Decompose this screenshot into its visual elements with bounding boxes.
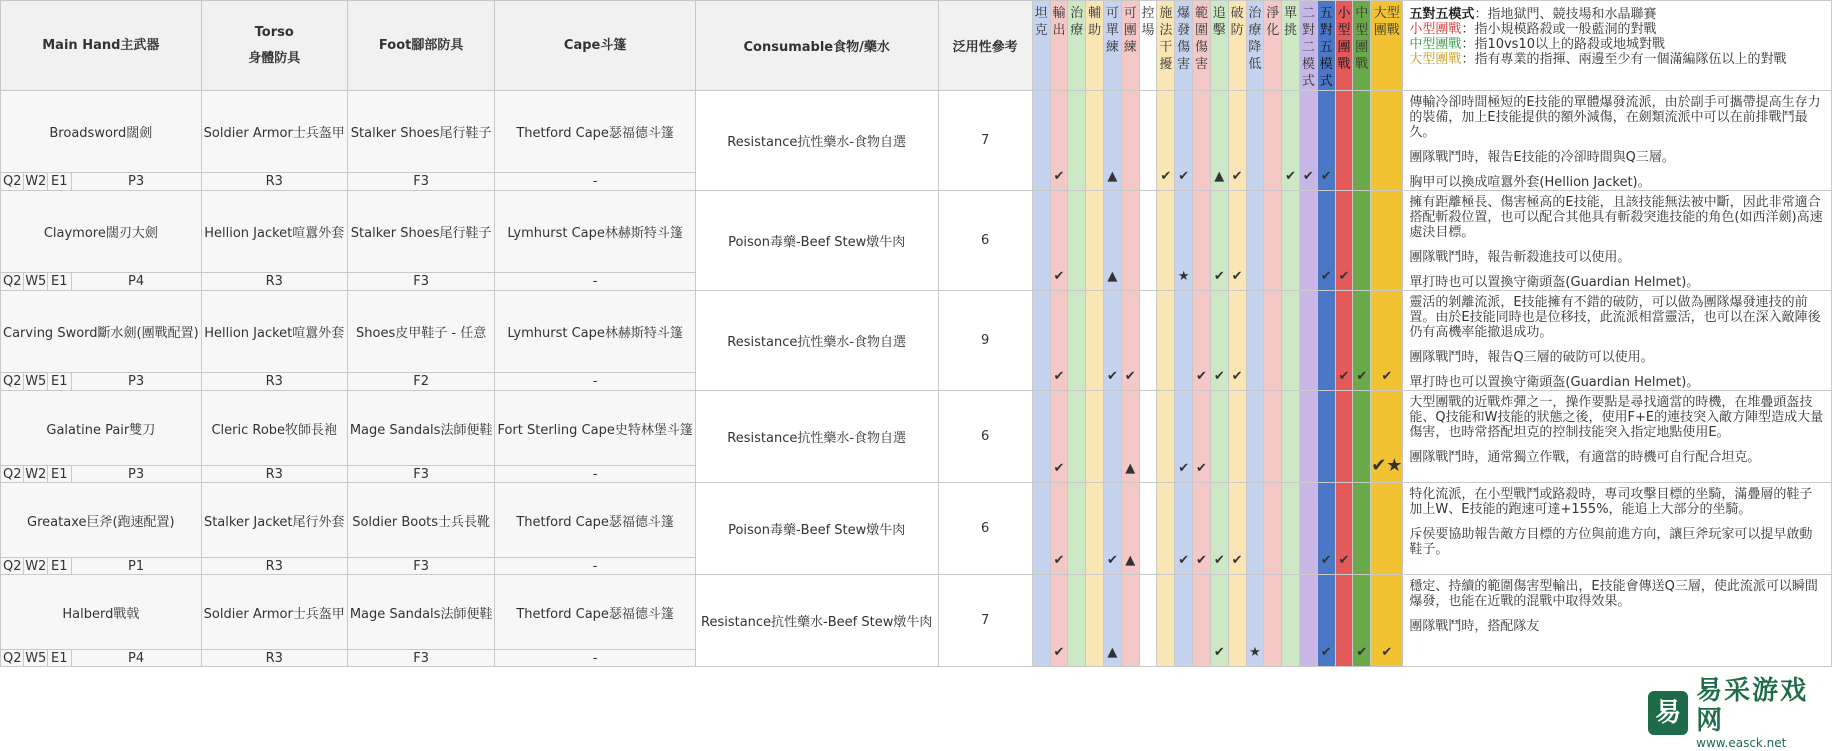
- foot-cell[interactable]: Mage Sandals法師便鞋: [347, 391, 495, 466]
- role-mark-13: [1264, 391, 1282, 483]
- role-mark-17: ✔: [1335, 291, 1353, 391]
- note-paragraph: 團隊戰鬥時，報告E技能的冷卻時間與Q三層。: [1409, 150, 1675, 165]
- role-mark-3: [1086, 575, 1104, 667]
- role-mark-12: [1246, 191, 1264, 291]
- note-paragraph: 胸甲可以換成喧囂外套(Hellion Jacket)。: [1409, 175, 1651, 190]
- role-mark-15: [1299, 575, 1317, 667]
- role-mark-7: [1157, 483, 1175, 575]
- role-mark-1: ✔: [1050, 191, 1068, 291]
- mode-note-3: [1409, 52, 1825, 67]
- role-mark-11: [1228, 575, 1246, 667]
- skill-code-q: Q2: [1, 650, 24, 667]
- role-mark-16: ✔: [1317, 91, 1335, 191]
- role-mark-4: ▲: [1104, 575, 1122, 667]
- header-role-1: 輸出: [1050, 1, 1068, 91]
- consumable-cell[interactable]: Resistance抗性藥水-Beef Stew燉牛肉: [695, 575, 938, 667]
- header-role-10: 追擊: [1210, 1, 1228, 91]
- consumable-cell[interactable]: Poison毒藥-Beef Stew燉牛肉: [695, 191, 938, 291]
- header-consumable: Consumable食物/藥水: [695, 1, 938, 91]
- cape-cell[interactable]: Thetford Cape瑟福德斗篷: [495, 483, 695, 558]
- role-mark-13: [1264, 575, 1282, 667]
- cape-code: -: [495, 272, 695, 290]
- watermark: [1638, 676, 1824, 750]
- header-role-5: 可團練: [1121, 1, 1139, 91]
- skill-code-e: E1: [48, 272, 71, 290]
- header-row: [1, 1, 1832, 91]
- header-role-0: 坦克: [1032, 1, 1050, 91]
- role-mark-18: [1353, 391, 1371, 483]
- role-mark-6: [1139, 483, 1157, 575]
- role-mark-5: ▲: [1121, 391, 1139, 483]
- role-mark-5: [1121, 91, 1139, 191]
- role-mark-7: ✔: [1157, 91, 1175, 191]
- foot-cell[interactable]: Soldier Boots士兵長靴: [347, 483, 495, 558]
- torso-cell[interactable]: Hellion Jacket喧囂外套: [201, 191, 347, 273]
- role-mark-8: [1175, 291, 1193, 391]
- role-mark-9: ✔: [1193, 391, 1211, 483]
- note-paragraph: 大型團戰的近戰炸彈之一，操作要點是尋找適當的時機，在堆疊頭盔技能、Q技能和W技能的狀態之後，使用F+E的連技突入敵方陣型造成大量傷害，也時常搭配坦克的控制技能突入指定地點使用E。: [1409, 395, 1824, 440]
- role-mark-12: ★: [1246, 575, 1264, 667]
- role-mark-5: [1121, 575, 1139, 667]
- cape-cell[interactable]: Lymhurst Cape林赫斯特斗篷: [495, 191, 695, 273]
- header-role-6: 控場: [1139, 1, 1157, 91]
- note-paragraph: 團隊戰鬥時，搭配隊友: [1409, 619, 1540, 634]
- role-mark-5: ▲: [1121, 483, 1139, 575]
- skill-code-w: W2: [25, 466, 47, 482]
- role-mark-11: ✔: [1228, 483, 1246, 575]
- role-mark-13: [1264, 291, 1282, 391]
- role-mark-4: ▲: [1104, 91, 1122, 191]
- role-mark-7: [1157, 575, 1175, 667]
- notes-cell: [1403, 575, 1832, 667]
- role-mark-19: ✔★: [1371, 391, 1403, 483]
- watermark-logo-icon: 易: [1648, 691, 1688, 735]
- note-paragraph: 團隊戰鬥時，通常獨立作戰，有適當的時機可自行配合坦克。: [1409, 450, 1761, 465]
- main-hand-cell[interactable]: Halberd戰戟: [1, 575, 202, 650]
- notes-cell: [1403, 391, 1832, 483]
- cape-cell[interactable]: Lymhurst Cape林赫斯特斗篷: [495, 291, 695, 373]
- role-mark-2: [1068, 575, 1086, 667]
- role-mark-6: [1139, 191, 1157, 291]
- consumable-cell[interactable]: Resistance抗性藥水-食物自選: [695, 291, 938, 391]
- header-role-9: 範圍傷害: [1193, 1, 1211, 91]
- role-mark-0: [1032, 91, 1050, 191]
- role-mark-12: [1246, 391, 1264, 483]
- torso-cell[interactable]: Cleric Robe牧師長袍: [201, 391, 347, 466]
- score-cell: 9: [938, 291, 1032, 391]
- role-mark-5: [1121, 191, 1139, 291]
- cape-code: -: [495, 466, 695, 483]
- note-paragraph: 單打時也可以置換守衛頭盔(Guardian Helmet)。: [1409, 375, 1700, 390]
- mode-note-1: [1409, 22, 1825, 37]
- skill-code-p: P3: [71, 466, 201, 483]
- role-mark-1: ✔: [1050, 291, 1068, 391]
- table-row: [1, 483, 1832, 558]
- foot-cell[interactable]: Mage Sandals法師便鞋: [347, 575, 495, 650]
- header-role-11: 破防: [1228, 1, 1246, 91]
- role-mark-10: [1210, 391, 1228, 483]
- table-row: [1, 391, 1832, 466]
- role-mark-3: [1086, 91, 1104, 191]
- role-mark-11: ✔: [1228, 91, 1246, 191]
- header-role-19: 大型團戰: [1371, 1, 1403, 91]
- score-cell: 7: [938, 575, 1032, 667]
- role-mark-7: [1157, 191, 1175, 291]
- skill-code-e: E1: [48, 466, 71, 483]
- role-mark-18: [1353, 91, 1371, 191]
- role-mark-9: [1193, 91, 1211, 191]
- note-paragraph: 團隊戰鬥時，報告Q三層的破防可以使用。: [1409, 350, 1654, 365]
- role-mark-14: [1282, 483, 1300, 575]
- role-mark-19: [1371, 91, 1403, 191]
- role-mark-18: [1353, 191, 1371, 291]
- mode-note-label: 小型團戰: [1409, 22, 1462, 37]
- torso-code: R3: [201, 650, 347, 667]
- role-mark-3: [1086, 191, 1104, 291]
- role-mark-2: [1068, 483, 1086, 575]
- torso-cell[interactable]: Hellion Jacket喧囂外套: [201, 291, 347, 373]
- notes-cell: [1403, 91, 1832, 191]
- role-mark-16: [1317, 391, 1335, 483]
- role-mark-15: [1299, 191, 1317, 291]
- mode-note-text: ：指10vs10以上的路殺或地城對戰: [1461, 37, 1665, 52]
- skill-code-e: E1: [48, 650, 71, 667]
- role-mark-18: ✔: [1353, 291, 1371, 391]
- note-paragraph: 穩定、持續的範圍傷害型輸出，E技能會傳送Q三層，使此流派可以瞬間爆發，也能在近戰的混戰中取得效果。: [1409, 579, 1818, 609]
- main-hand-cell[interactable]: Greataxe巨斧(跑速配置): [1, 483, 202, 558]
- role-mark-19: [1371, 483, 1403, 575]
- mode-note-label: 大型團戰: [1409, 52, 1462, 67]
- role-mark-4: [1104, 391, 1122, 483]
- torso-cell[interactable]: Stalker Jacket尾行外套: [201, 483, 347, 558]
- note-paragraph: 特化流派，在小型戰鬥或路殺時，專司攻擊目標的坐騎，滿疊層的鞋子加上W、E技能的跑速可達+155%，能追上大部分的坐騎。: [1409, 487, 1813, 517]
- score-cell: 7: [938, 91, 1032, 191]
- note-paragraph: 團隊戰鬥時，報告斬殺進技可以使用。: [1409, 250, 1631, 265]
- role-mark-15: [1299, 391, 1317, 483]
- header-role-12: 治療降低: [1246, 1, 1264, 91]
- skill-code-w: W2: [25, 558, 47, 574]
- role-mark-7: [1157, 291, 1175, 391]
- skill-code-w: W5: [25, 273, 47, 289]
- consumable-cell[interactable]: Poison毒藥-Beef Stew燉牛肉: [695, 483, 938, 575]
- torso-code: R3: [201, 272, 347, 290]
- role-mark-0: [1032, 391, 1050, 483]
- role-mark-3: [1086, 391, 1104, 483]
- note-paragraph: 單打時也可以置換守衛頭盔(Guardian Helmet)。: [1409, 275, 1700, 290]
- role-mark-17: [1335, 391, 1353, 483]
- role-mark-10: ✔: [1210, 291, 1228, 391]
- role-mark-0: [1032, 291, 1050, 391]
- mode-note-0: [1409, 7, 1825, 22]
- torso-cell[interactable]: Soldier Armor士兵盔甲: [201, 575, 347, 650]
- role-mark-8: ✔: [1175, 483, 1193, 575]
- main-hand-cell[interactable]: Broadsword闊劍: [1, 91, 202, 173]
- role-mark-6: [1139, 291, 1157, 391]
- consumable-cell[interactable]: Resistance抗性藥水-食物自選: [695, 91, 938, 191]
- header-role-7: 施法干擾: [1157, 1, 1175, 91]
- header-role-4: 可單練: [1104, 1, 1122, 91]
- table-row: [1, 291, 1832, 373]
- header-cape: Cape斗篷: [495, 1, 695, 91]
- role-mark-16: ✔: [1317, 191, 1335, 291]
- mode-note-2: [1409, 37, 1825, 52]
- skill-code-p: P4: [71, 272, 201, 290]
- table-row: [1, 575, 1832, 650]
- role-mark-11: ✔: [1228, 191, 1246, 291]
- notes-cell: [1403, 191, 1832, 291]
- score-cell: 6: [938, 391, 1032, 483]
- foot-code: F3: [347, 650, 495, 667]
- role-mark-1: ✔: [1050, 391, 1068, 483]
- role-mark-0: [1032, 483, 1050, 575]
- cape-cell[interactable]: Thetford Cape瑟福德斗篷: [495, 91, 695, 173]
- role-mark-13: [1264, 91, 1282, 191]
- score-cell: 6: [938, 483, 1032, 575]
- role-mark-2: [1068, 91, 1086, 191]
- role-mark-2: [1068, 291, 1086, 391]
- role-mark-10: ✔: [1210, 483, 1228, 575]
- score-cell: 6: [938, 191, 1032, 291]
- role-mark-19: [1371, 191, 1403, 291]
- role-mark-14: ✔: [1282, 91, 1300, 191]
- role-mark-12: [1246, 483, 1264, 575]
- header-main-hand: Main Hand主武器: [1, 1, 202, 91]
- torso-cell[interactable]: Soldier Armor士兵盔甲: [201, 91, 347, 173]
- role-mark-14: [1282, 391, 1300, 483]
- role-mark-15: [1299, 483, 1317, 575]
- role-mark-6: [1139, 575, 1157, 667]
- role-mark-14: [1282, 291, 1300, 391]
- header-role-18: 中型團戰: [1353, 1, 1371, 91]
- torso-code: R3: [201, 466, 347, 483]
- foot-code: F3: [347, 172, 495, 190]
- main-hand-cell[interactable]: Claymore闊刃大劍: [1, 191, 202, 273]
- header-mode-notes: [1403, 1, 1832, 91]
- role-mark-10: ✔: [1210, 575, 1228, 667]
- note-paragraph: 斥侯要協助報告敵方目標的方位與前進方向，讓巨斧玩家可以提早啟動鞋子。: [1409, 527, 1813, 557]
- skill-code-p: P3: [71, 372, 201, 390]
- role-mark-6: [1139, 91, 1157, 191]
- foot-code: F2: [347, 372, 495, 390]
- role-mark-19: ✔: [1371, 575, 1403, 667]
- cape-cell[interactable]: Fort Sterling Cape史特林堡斗篷: [495, 391, 695, 466]
- foot-cell[interactable]: Stalker Shoes尾行鞋子: [347, 91, 495, 173]
- role-mark-8: [1175, 575, 1193, 667]
- cape-code: -: [495, 372, 695, 390]
- role-mark-3: [1086, 483, 1104, 575]
- role-mark-0: [1032, 575, 1050, 667]
- role-mark-10: ✔: [1210, 191, 1228, 291]
- header-role-14: 單挑: [1282, 1, 1300, 91]
- role-mark-13: [1264, 191, 1282, 291]
- skill-code-w: W5: [25, 373, 47, 389]
- watermark-name: 易采游戏网: [1696, 676, 1809, 736]
- role-mark-8: ✔: [1175, 391, 1193, 483]
- role-mark-9: [1193, 191, 1211, 291]
- torso-code: R3: [201, 172, 347, 190]
- mode-note-text: ：指有專業的指揮、兩邊至少有一個滿編隊伍以上的對戰: [1461, 52, 1787, 67]
- foot-code: F3: [347, 466, 495, 483]
- role-mark-10: ▲: [1210, 91, 1228, 191]
- role-mark-2: [1068, 191, 1086, 291]
- role-mark-18: ✔: [1353, 575, 1371, 667]
- skill-code-p: P1: [71, 558, 201, 575]
- role-mark-11: [1228, 391, 1246, 483]
- role-mark-8: ✔: [1175, 91, 1193, 191]
- role-mark-0: [1032, 191, 1050, 291]
- role-mark-17: [1335, 575, 1353, 667]
- header-role-2: 治療: [1068, 1, 1086, 91]
- foot-cell[interactable]: Stalker Shoes尾行鞋子: [347, 191, 495, 273]
- header-role-16: 五對五模式: [1317, 1, 1335, 91]
- role-mark-6: [1139, 391, 1157, 483]
- skill-code-w: W5: [25, 650, 47, 666]
- watermark-url: www.easck.net: [1696, 736, 1787, 750]
- header-torso: Torso 身體防具: [201, 1, 347, 91]
- skill-code-w: W2: [25, 173, 47, 189]
- role-mark-11: ✔: [1228, 291, 1246, 391]
- notes-cell: [1403, 291, 1832, 391]
- role-mark-17: ✔: [1335, 191, 1353, 291]
- role-mark-14: [1282, 575, 1300, 667]
- role-mark-12: [1246, 291, 1264, 391]
- role-mark-8: ★: [1175, 191, 1193, 291]
- role-mark-14: [1282, 191, 1300, 291]
- header-role-17: 小型團戰: [1335, 1, 1353, 91]
- role-mark-13: [1264, 483, 1282, 575]
- header-role-3: 輔助: [1086, 1, 1104, 91]
- foot-cell[interactable]: Shoes皮甲鞋子 - 任意: [347, 291, 495, 373]
- role-mark-1: ✔: [1050, 91, 1068, 191]
- mode-note-label: 中型團戰: [1409, 37, 1462, 52]
- skill-code-q: Q2: [1, 272, 24, 290]
- notes-cell: [1403, 483, 1832, 575]
- note-paragraph: 擁有距離極長、傷害極高的E技能，且該技能無法被中斷，因此非常適合搭配斬殺位置，也可以配合其他具有斬殺突進技能的角色(如西洋劍)高速處決目標。: [1409, 195, 1823, 240]
- torso-code: R3: [201, 558, 347, 575]
- role-mark-5: ✔: [1121, 291, 1139, 391]
- main-hand-cell[interactable]: Galatine Pair雙刀: [1, 391, 202, 466]
- mode-note-label: 五對五模式: [1409, 7, 1475, 22]
- header-role-8: 爆發傷害: [1175, 1, 1193, 91]
- cape-code: -: [495, 172, 695, 190]
- cape-cell[interactable]: Thetford Cape瑟福德斗篷: [495, 575, 695, 650]
- mode-note-text: ：指小規模路殺或一般藍洞的對戰: [1461, 22, 1657, 37]
- main-hand-cell[interactable]: Carving Sword斷水劍(團戰配置): [1, 291, 202, 373]
- role-mark-3: [1086, 291, 1104, 391]
- table-row: [1, 191, 1832, 273]
- role-mark-9: ✔: [1193, 483, 1211, 575]
- cape-code: -: [495, 650, 695, 667]
- note-paragraph: 靈活的剝離流派，E技能擁有不錯的破防，可以做為團隊爆發連技的前置。由於E技能同時也是位移技，此流派相當靈活，也可以在深入敵陣後仍有高機率能撤退成功。: [1409, 295, 1821, 340]
- role-mark-16: [1317, 291, 1335, 391]
- role-mark-7: [1157, 391, 1175, 483]
- role-mark-18: [1353, 483, 1371, 575]
- foot-code: F3: [347, 558, 495, 575]
- note-paragraph: 傳輸冷卻時間極短的E技能的單體爆發流派，由於副手可攜帶提高生存力的裝備，加上E技能提供的額外減傷，在劍類流派中可以在前排戰鬥最久。: [1409, 95, 1821, 140]
- skill-code-e: E1: [48, 558, 71, 575]
- header-role-13: 淨化: [1264, 1, 1282, 91]
- role-mark-17: ✔: [1335, 483, 1353, 575]
- skill-code-e: E1: [48, 172, 71, 190]
- role-mark-15: [1299, 291, 1317, 391]
- torso-code: R3: [201, 372, 347, 390]
- consumable-cell[interactable]: Resistance抗性藥水-食物自選: [695, 391, 938, 483]
- skill-code-q: Q2: [1, 466, 24, 483]
- role-mark-16: ✔: [1317, 575, 1335, 667]
- skill-code-q: Q2: [1, 172, 24, 190]
- skill-code-q: Q2: [1, 372, 24, 390]
- skill-code-p: P3: [71, 172, 201, 190]
- mode-note-text: ：指地獄門、競技場和水晶聯賽: [1474, 7, 1657, 22]
- table-row: [1, 91, 1832, 173]
- role-mark-1: ✔: [1050, 575, 1068, 667]
- skill-code-e: E1: [48, 372, 71, 390]
- role-mark-9: ✔: [1193, 291, 1211, 391]
- role-mark-17: [1335, 91, 1353, 191]
- role-mark-9: [1193, 575, 1211, 667]
- header-score: 泛用性參考: [938, 1, 1032, 91]
- header-role-15: 二對二模式: [1299, 1, 1317, 91]
- role-mark-12: [1246, 91, 1264, 191]
- role-mark-4: ▲: [1104, 191, 1122, 291]
- foot-code: F3: [347, 272, 495, 290]
- role-mark-2: [1068, 391, 1086, 483]
- role-mark-19: ✔: [1371, 291, 1403, 391]
- cape-code: -: [495, 558, 695, 575]
- role-mark-4: ✔: [1104, 483, 1122, 575]
- role-mark-4: ✔: [1104, 291, 1122, 391]
- skill-code-q: Q2: [1, 558, 24, 575]
- role-mark-1: ✔: [1050, 483, 1068, 575]
- role-mark-16: ✔: [1317, 483, 1335, 575]
- role-mark-15: ✔: [1299, 91, 1317, 191]
- skill-code-p: P4: [71, 650, 201, 667]
- header-foot: Foot腳部防具: [347, 1, 495, 91]
